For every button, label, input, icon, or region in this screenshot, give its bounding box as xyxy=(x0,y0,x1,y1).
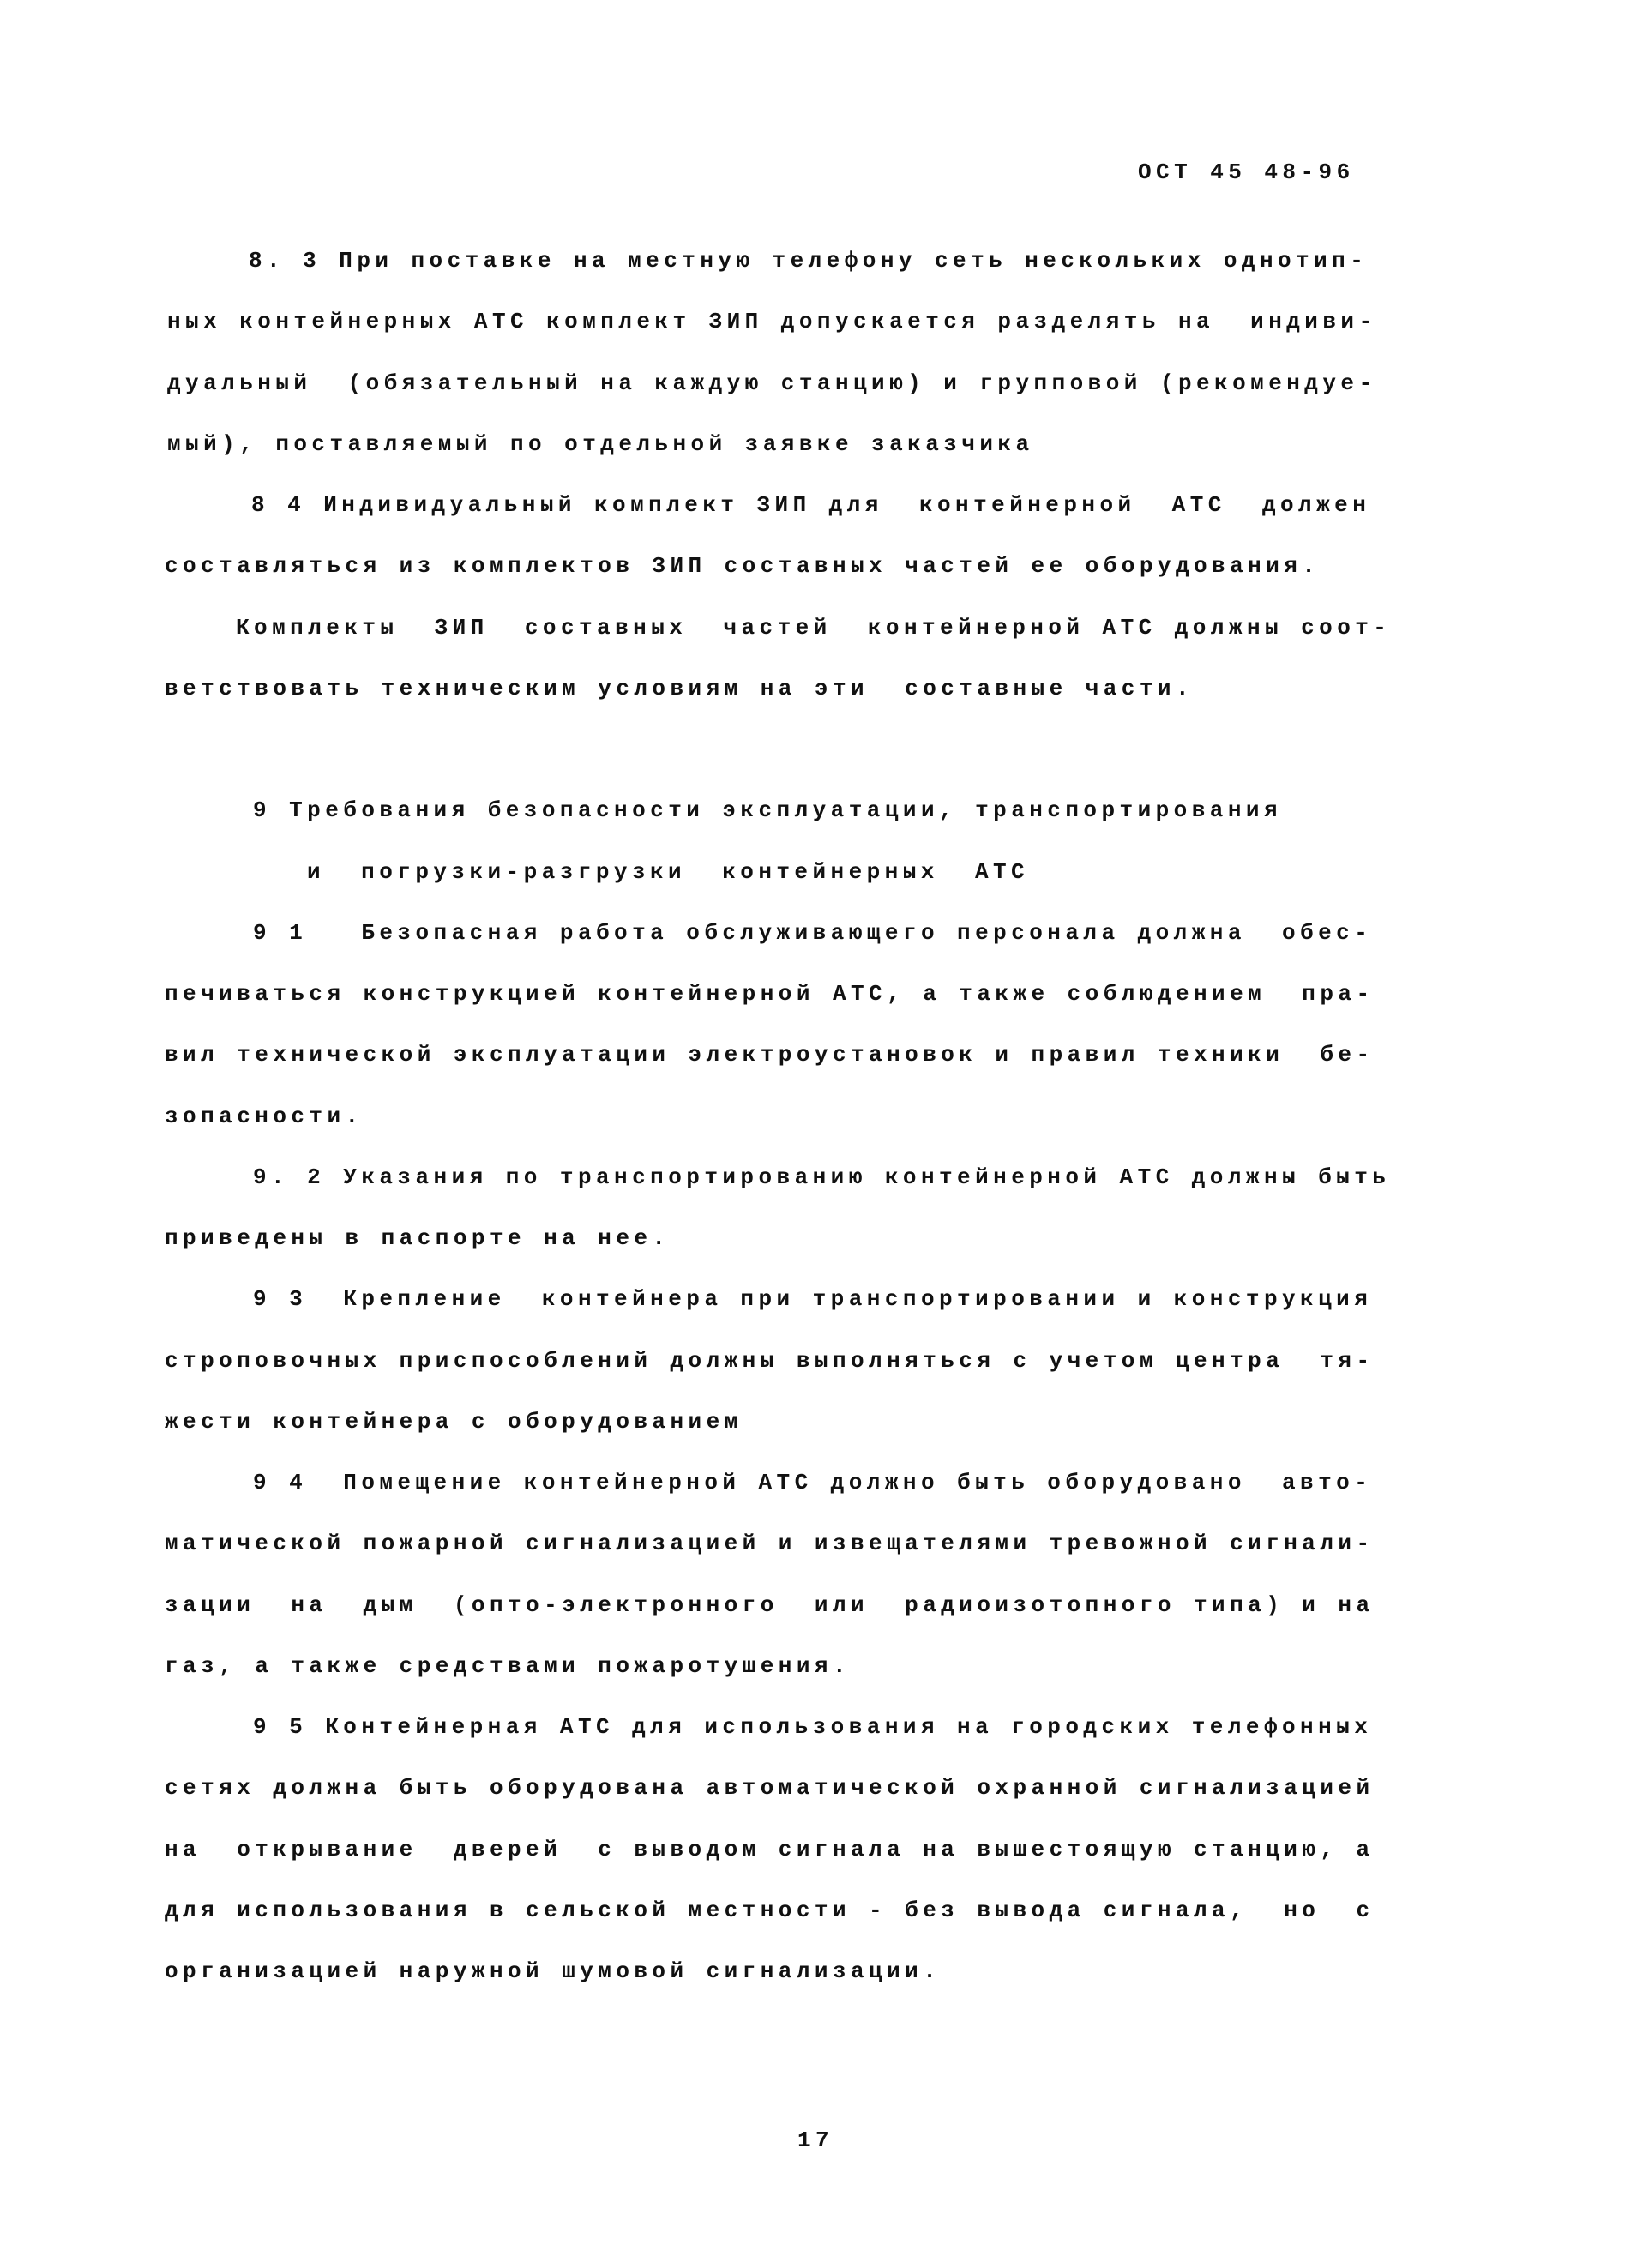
page-number: 17 xyxy=(797,2127,834,2153)
text-line: печиваться конструкцией контейнерной АТС, а также соблюдением пра- xyxy=(165,981,1375,1007)
text-line: 9 4 Помещение контейнерной АТС должно быть оборудовано авто- xyxy=(253,1470,1373,1495)
text-line: 9. 2 Указания по транспортированию контейнерной АТС должны быть xyxy=(253,1164,1391,1190)
text-line: 9 1 Безопасная работа обслуживающего персонала должна обес- xyxy=(253,919,1373,946)
text-line: Комплекты ЗИП составных частей контейнерной АТС должны соот- xyxy=(236,614,1392,641)
text-line: приведены в паспорте на нее. xyxy=(165,1225,671,1251)
text-line: вил технической эксплуатации электроустановок и правил техники бе- xyxy=(165,1042,1375,1068)
text-line: ных контейнерных АТС комплект ЗИП допускается разделять на индиви- xyxy=(167,309,1377,335)
text-line: 9 5 Контейнерная АТС для использования на городских телефонных xyxy=(253,1714,1373,1740)
text-line: дуальный (обязательный на каждую станцию) и групповой (рекомендуе- xyxy=(167,370,1377,396)
text-line: 8. 3 При поставке на местную телефону сеть нескольких однотип- xyxy=(249,248,1369,274)
text-line: зации на дым (опто-электронного или радиоизотопного типа) и на xyxy=(165,1591,1375,1618)
text-line: газ, а также средствами пожаротушения. xyxy=(165,1652,851,1679)
text-line: сетях должна быть оборудована автоматической охранной сигнализацией xyxy=(165,1775,1375,1802)
text-line: матической пожарной сигнализацией и извещателями тревожной сигнали- xyxy=(165,1531,1375,1557)
text-line: организацией наружной шумовой сигнализации. xyxy=(165,1958,942,1984)
text-line: и погрузки-разгрузки контейнерных АТС xyxy=(307,858,1030,885)
text-line: для использования в сельской местности - без вывода сигнала, но с xyxy=(165,1897,1375,1923)
text-line: 9 3 Крепление контейнера при транспортировании и конструкция xyxy=(253,1286,1373,1313)
text-line: составляться из комплектов ЗИП составных частей ее оборудования. xyxy=(165,553,1321,580)
text-line: строповочных приспособлений должны выполняться с учетом центра тя- xyxy=(165,1347,1375,1374)
page-number-clip xyxy=(797,2127,849,2153)
text-line: ветствовать техническим условиям на эти составные части. xyxy=(165,675,1194,701)
text-line: 9 Требования безопасности эксплуатации, транспортирования xyxy=(253,797,1282,824)
text-line: мый), поставляемый по отдельной заявке заказчика xyxy=(167,430,1034,457)
text-line: зопасности. xyxy=(165,1103,364,1129)
text-line: жести контейнера с оборудованием xyxy=(165,1408,743,1435)
text-line: на открывание дверей с выводом сигнала на вышестоящую станцию, а xyxy=(165,1836,1375,1862)
document-code-header: ОСТ 45 48-96 xyxy=(1138,159,1355,185)
text-line: 8 4 Индивидуальный комплект ЗИП для контейнерной АТС должен xyxy=(251,492,1371,518)
